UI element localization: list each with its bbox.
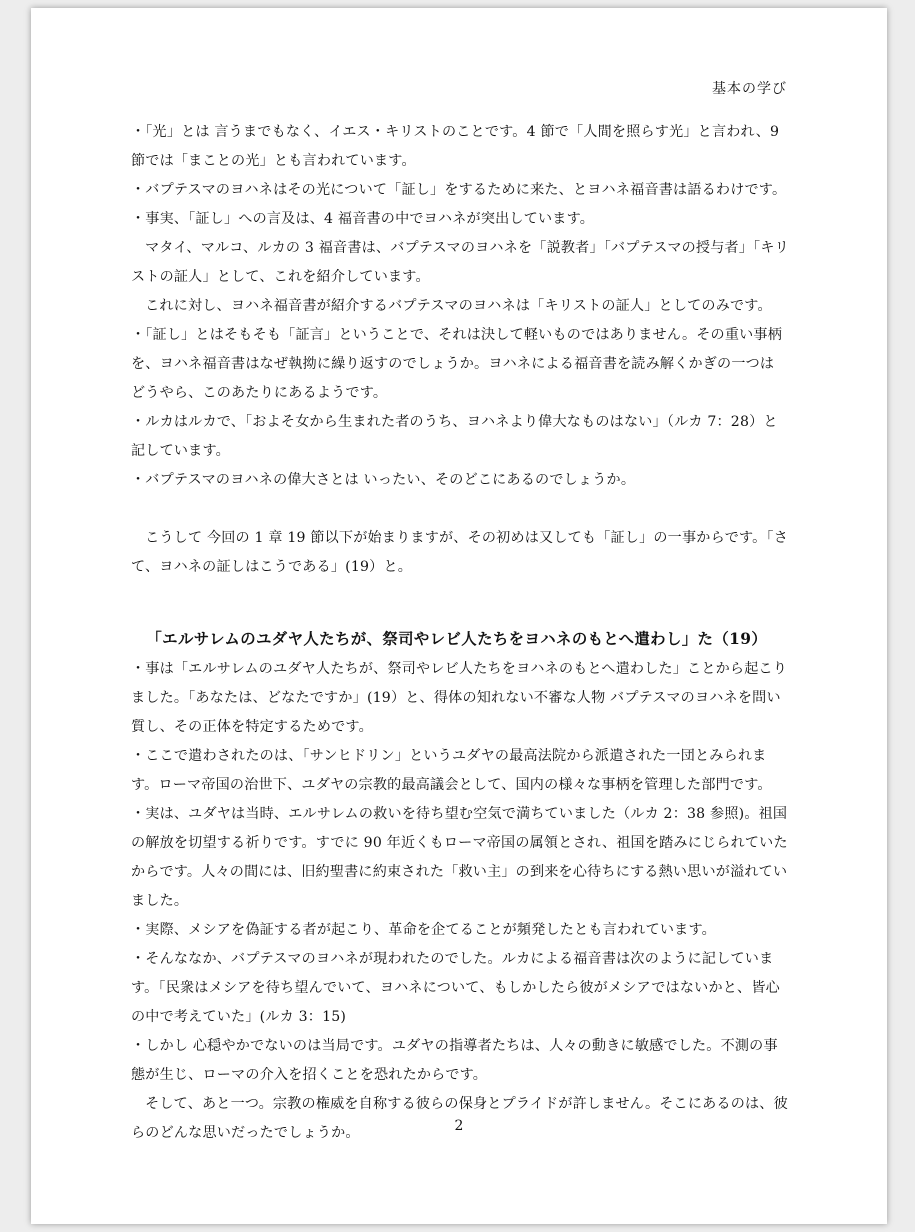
paragraph: ・実は、ユダヤは当時、エルサレムの救いを待ち望む空気で満ちていました（ルカ 2：38 参照)。祖国の解放を切望する祈りです。すでに 90 年近くもローマ帝国の属領とされ、祖国を踏みにじられていたからです。人々の間には、旧約聖書に約束された「救い主」の到来を心待ちにする熱い思いが溢れていました。 xyxy=(131,806,788,909)
page-number: 2 xyxy=(454,1118,464,1134)
paragraph: ・「光」とは 言うまでもなく、イエス・キリストのことです。4 節で「人間を照らす光」と言われ、9 節では「まことの光」とも言われています。 xyxy=(131,124,780,169)
paragraph: そして、あと一つ。宗教の権威を自称する彼らの保身とプライドが許しません。そこにあるのは、彼らのどんな思いだったでしょうか。 xyxy=(131,1096,788,1141)
paragraph: ・バプテスマのヨハネはその光について「証し」をするために来た、とヨハネ福音書は語るわけです。 xyxy=(131,182,787,198)
paragraph: ・ルカはルカで、「およそ女から生まれた者のうち、ヨハネより偉大なものはない」（ルカ 7：28）と記しています。 xyxy=(131,414,778,459)
paragraph: ・事は「エルサレムのユダヤ人たちが、祭司やレビ人たちをヨハネのもとへ遣わした」ことから起こりました。「あなたは、どなたですか」(19）と、得体の知れない不審な人物 バプテスマのヨハネを問い質し、その正体を特定するためです。 xyxy=(131,661,788,735)
paragraph: マタイ、マルコ、ルカの 3 福音書は、バプテスマのヨハネを「説教者」「バプテスマの授与者」「キリストの証人」として、これを紹介しています。 xyxy=(131,240,789,285)
paragraph: ・そんななか、バプテスマのヨハネが現われたのでした。ルカによる福音書は次のように記しています。「民衆はメシアを待ち望んでいて、ヨハネについて、もしかしたら彼がメシアではないかと、皆心の中で考えていた」(ルカ 3：15) xyxy=(131,951,780,1025)
paragraph-spacer xyxy=(131,582,791,611)
section-heading: 「エルサレムのユダヤ人たちが、祭司やレビ人たちをヨハネのもとへ遣わし」た（19） xyxy=(146,630,768,648)
paragraph: こうして 今回の 1 章 19 節以下が始まりますが、その初めは又しても「証し」の一事からです。「さて、ヨハネの証しはこうである」(19）と。 xyxy=(131,530,789,575)
paragraph: ・「証し」とはそもそも「証言」ということで、それは決して軽いものではありません。その重い事柄を、ヨハネ福音書はなぜ執拗に繰り返すのでしょうか。ヨハネによる福音書を読み解くかぎの一つは どうやら、このあたりにあるようです。 xyxy=(131,327,783,401)
paragraph: ・実際、メシアを偽証する者が起こり、革命を企てることが頻発したとも言われています。 xyxy=(131,922,716,938)
paragraph: これに対し、ヨハネ福音書が紹介するバプテスマのヨハネは「キリストの証人」としてのみです。 xyxy=(145,298,772,314)
paragraph: ・バプテスマのヨハネの偉大さとは いったい、そのどこにあるのでしょうか。 xyxy=(131,472,636,488)
paragraph-spacer xyxy=(131,495,791,524)
document-page xyxy=(31,8,887,1224)
running-header: 基本の学び xyxy=(712,81,787,97)
paragraph: ・ここで遣わされたのは、「サンヒドリン」というユダヤの最高法院から派遣された一団とみられます。ローマ帝国の治世下、ユダヤの宗教的最高議会として、国内の様々な事柄を管理した部門です。 xyxy=(131,748,772,793)
paragraph: ・事実、「証し」への言及は、4 福音書の中でヨハネが突出しています。 xyxy=(131,211,595,227)
body-text xyxy=(131,118,791,1148)
paragraph: ・しかし 心穏やかでないのは当局です。ユダヤの指導者たちは、人々の動きに敏感でした。不測の事態が生じ、ローマの介入を招くことを恐れたからです。 xyxy=(131,1038,778,1083)
